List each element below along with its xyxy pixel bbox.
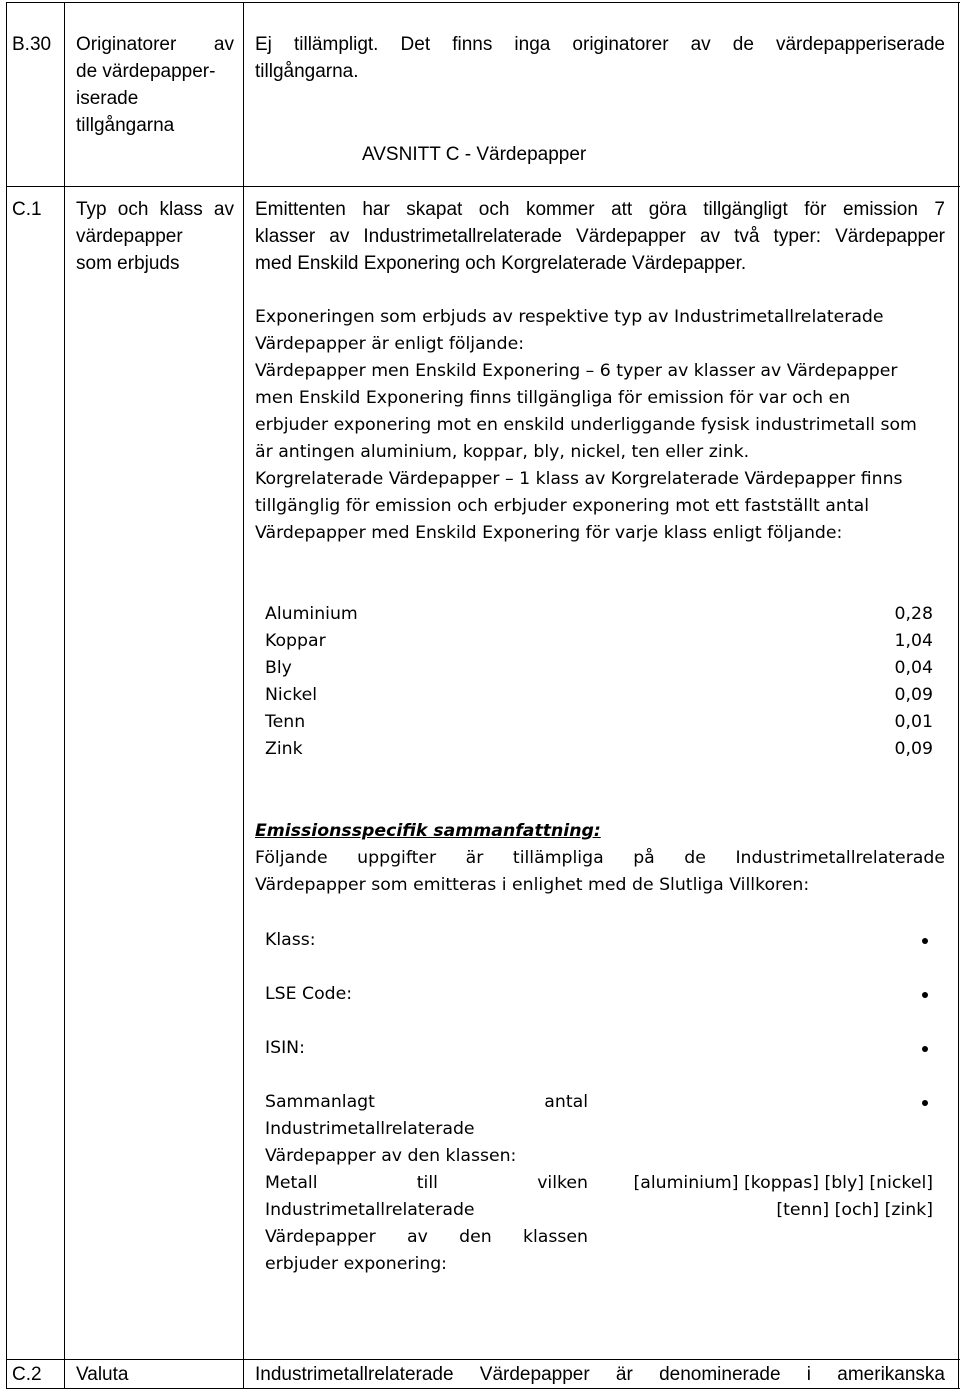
row-text-b30-line2: tillgångarna. (255, 61, 359, 82)
row-label-b30-line3: iserade (76, 88, 139, 109)
exposure-line-7: Korgrelaterade Värdepapper – 1 klass av Korgrelaterade Värdepapper finns (255, 469, 903, 489)
intro-line-3: med Enskild Exponering och Korgrelaterade Värdepapper. (255, 253, 747, 274)
metal-name: Bly (265, 658, 292, 678)
metal-value: 0,04 (894, 658, 933, 678)
metal-name: Tenn (265, 712, 306, 732)
row-number-c2: C.2 (12, 1364, 42, 1385)
row-number-b30: B.30 (12, 34, 52, 55)
col-divider-num (64, 2, 65, 1389)
row-divider-c2 (6, 1359, 960, 1360)
field-total-line-1: Sammanlagt antal (265, 1092, 588, 1112)
row-number-c1: C.1 (12, 199, 42, 220)
row-label-b30-line4: tillgångarna (76, 115, 175, 136)
exposure-line-8: tillgänglig för emission och erbjuder exponering mot ett fastställt antal (255, 496, 870, 516)
section-title: AVSNITT C - Värdepapper (362, 144, 587, 165)
field-metal-line-1: Metall till vilken (265, 1173, 588, 1193)
field-total-bullet (922, 1100, 928, 1106)
row-divider-c1 (6, 186, 960, 187)
field-metal-line-3: Värdepapper av den klassen (265, 1227, 588, 1247)
field-klass-bullet (922, 938, 928, 944)
metal-value: 0,01 (894, 712, 933, 732)
field-metal-line-2: Industrimetallrelaterade (265, 1200, 475, 1220)
field-metal-value-line-2: [tenn] [och] [zink] (776, 1200, 933, 1220)
metal-value: 0,09 (894, 739, 933, 759)
row-label-c1-line1: Typ och klass av (76, 199, 234, 220)
row-label-b30-line1: Originatorer av (76, 34, 234, 55)
metal-value: 1,04 (894, 631, 933, 651)
field-metal-line-4: erbjuder exponering: (265, 1254, 447, 1274)
metal-value: 0,09 (894, 685, 933, 705)
field-metal-value-line-1: [aluminium] [koppas] [bly] [nickel] (633, 1173, 933, 1193)
exposure-line-3: Värdepapper men Enskild Exponering – 6 typer av klasser av Värdepapper (255, 361, 898, 381)
col-divider-left (6, 2, 7, 1389)
col-divider-right (958, 2, 959, 1389)
summary-line-2: Värdepapper som emitteras i enlighet med de Slutliga Villkoren: (255, 875, 810, 895)
exposure-line-9: Värdepapper med Enskild Exponering för varje klass enligt följande: (255, 523, 843, 543)
metal-name: Nickel (265, 685, 318, 705)
table-top-border (6, 2, 960, 3)
field-isin-label: ISIN: (265, 1038, 305, 1058)
row-label-c2: Valuta (76, 1364, 129, 1385)
summary-heading: Emissionsspecifik sammanfattning: (255, 821, 601, 841)
intro-line-1: Emittenten har skapat och kommer att göra tillgängligt för emission 7 (255, 199, 945, 220)
row-text-b30-line1: Ej tillämpligt. Det finns inga originatorer av de värdepapperiserade (255, 34, 945, 55)
table-bottom-border (6, 1388, 960, 1389)
metal-name: Koppar (265, 631, 326, 651)
row-text-c2: Industrimetallrelaterade Värdepapper är denominerade i amerikanska (255, 1364, 945, 1385)
field-klass-label: Klass: (265, 930, 316, 950)
summary-line-1: Följande uppgifter är tillämpliga på de Industrimetallrelaterade (255, 848, 945, 868)
row-label-b30-line2: de värdepapper- (76, 61, 216, 82)
col-divider-label (243, 2, 244, 1389)
metal-name: Aluminium (265, 604, 358, 624)
field-lse-label: LSE Code: (265, 984, 353, 1004)
field-total-line-3: Värdepapper av den klassen: (265, 1146, 517, 1166)
intro-line-2: klasser av Industrimetallrelaterade Värdepapper av två typer: Värdepapper (255, 226, 945, 247)
metal-value: 0,28 (894, 604, 933, 624)
exposure-line-2: Värdepapper är enligt följande: (255, 334, 525, 354)
metal-name: Zink (265, 739, 303, 759)
field-total-line-2: Industrimetallrelaterade (265, 1119, 475, 1139)
row-label-c1-line3: som erbjuds (76, 253, 180, 274)
exposure-line-4: men Enskild Exponering finns tillgängliga för emission för var och en (255, 388, 851, 408)
field-lse-bullet (922, 992, 928, 998)
row-label-c1-line2: värdepapper (76, 226, 183, 247)
exposure-line-1: Exponeringen som erbjuds av respektive typ av Industrimetallrelaterade (255, 307, 884, 327)
exposure-line-6: är antingen aluminium, koppar, bly, nickel, ten eller zink. (255, 442, 750, 462)
field-isin-bullet (922, 1046, 928, 1052)
exposure-line-5: erbjuder exponering mot en enskild underliggande fysisk industrimetall som (255, 415, 917, 435)
